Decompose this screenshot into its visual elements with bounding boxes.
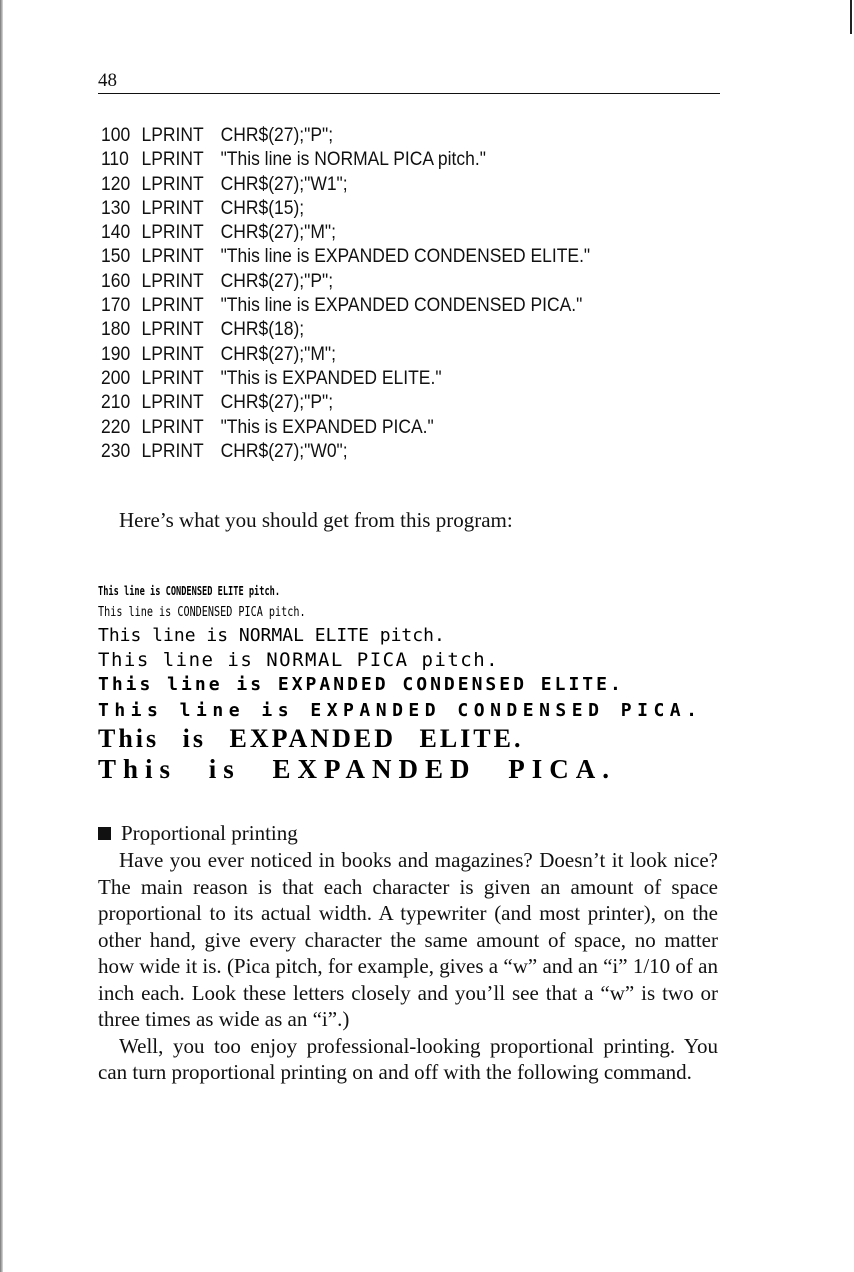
argument: CHR$(27);"M"; xyxy=(220,343,336,365)
argument: "This is EXPANDED PICA." xyxy=(220,416,434,438)
code-line xyxy=(101,294,590,318)
keyword: LPRINT xyxy=(141,295,204,317)
section-heading xyxy=(98,821,298,846)
code-listing xyxy=(101,124,633,464)
intro-text: Here’s what you should get from this program: xyxy=(119,508,513,532)
code-line xyxy=(101,318,590,342)
paragraph: Well, you too enjoy professional-looking proportional printing. You can turn proportional printing on and off with the following command. xyxy=(98,1033,718,1084)
argument: "This line is EXPANDED CONDENSED PICA." xyxy=(220,295,583,317)
keyword: LPRINT xyxy=(141,149,204,171)
section-heading-text: Proportional printing xyxy=(121,821,298,845)
line-number: 150 xyxy=(101,246,131,268)
argument: CHR$(27);"P"; xyxy=(220,125,334,146)
paragraph: Have you ever noticed in books and magazines? Doesn’t it look nice? The main reason is that each character is given an amount of space proportional to its actual width. A typewriter (and most printer), on the other hand, give every character the same amount of space, no matter how wide it is. (Pica pitch, for example, gives a “w” and an “i” 1/10 of an inch each. Look these letters closely and you’ll see that a “w” is two or three times as wide as an “i”.) xyxy=(98,848,718,1031)
code-line xyxy=(101,270,590,294)
sample-normal-pica: This line is NORMAL PICA pitch. xyxy=(98,649,500,671)
keyword: LPRINT xyxy=(141,319,204,341)
keyword: LPRINT xyxy=(141,392,204,414)
sample-expanded-elite: This is EXPANDED ELITE. xyxy=(98,724,524,753)
code-line xyxy=(101,245,590,269)
header-rule xyxy=(98,93,720,94)
keyword: LPRINT xyxy=(141,125,204,146)
scan-edge-right xyxy=(850,0,852,34)
line-number: 190 xyxy=(101,343,131,365)
code-line xyxy=(101,124,590,148)
print-samples xyxy=(98,580,702,784)
argument: CHR$(18); xyxy=(220,319,305,341)
sample-condensed-elite: This line is CONDENSED ELITE pitch. xyxy=(98,584,281,598)
sample-expanded-pica: This is EXPANDED PICA. xyxy=(98,754,617,784)
keyword: LPRINT xyxy=(141,367,204,389)
keyword: LPRINT xyxy=(141,197,204,219)
code-line xyxy=(101,221,590,245)
square-bullet-icon xyxy=(98,827,111,840)
code-line xyxy=(101,173,590,197)
argument: CHR$(27);"P"; xyxy=(220,392,334,414)
sample-expanded-condensed-pica: This line is EXPANDED CONDENSED PICA. xyxy=(98,700,703,721)
argument: CHR$(27);"W0"; xyxy=(220,440,348,462)
line-number: 130 xyxy=(101,197,131,219)
line-number: 170 xyxy=(101,295,131,317)
argument: CHR$(27);"M"; xyxy=(220,222,336,244)
sample-expanded-condensed-elite: This line is EXPANDED CONDENSED ELITE. xyxy=(98,674,624,695)
code-line xyxy=(101,148,590,172)
keyword: LPRINT xyxy=(141,222,204,244)
line-number: 230 xyxy=(101,440,131,462)
code-line xyxy=(101,391,590,415)
argument: CHR$(15); xyxy=(220,197,305,219)
code-line xyxy=(101,197,590,221)
line-number: 110 xyxy=(101,149,129,171)
keyword: LPRINT xyxy=(141,270,204,292)
keyword: LPRINT xyxy=(141,173,204,195)
argument: "This line is EXPANDED CONDENSED ELITE." xyxy=(220,246,591,268)
code-line xyxy=(101,416,590,440)
line-number: 180 xyxy=(101,319,131,341)
keyword: LPRINT xyxy=(141,246,204,268)
argument: "This line is NORMAL PICA pitch." xyxy=(220,149,486,171)
sample-condensed-pica: This line is CONDENSED PICA pitch. xyxy=(98,605,306,620)
keyword: LPRINT xyxy=(141,343,204,365)
sample-normal-elite: This line is NORMAL ELITE pitch. xyxy=(98,625,445,646)
page-number: 48 xyxy=(98,70,117,91)
line-number: 160 xyxy=(101,270,131,292)
code-line xyxy=(101,343,590,367)
body-text xyxy=(98,847,718,1086)
line-number: 220 xyxy=(101,416,131,438)
line-number: 140 xyxy=(101,222,131,244)
code-line xyxy=(101,367,590,391)
keyword: LPRINT xyxy=(141,416,204,438)
code-line xyxy=(101,440,590,464)
line-number: 200 xyxy=(101,367,131,389)
line-number: 120 xyxy=(101,173,131,195)
line-number: 210 xyxy=(101,392,131,414)
scan-edge xyxy=(0,0,3,1272)
keyword: LPRINT xyxy=(141,440,204,462)
argument: CHR$(27);"P"; xyxy=(220,270,334,292)
line-number: 100 xyxy=(101,125,131,146)
argument: "This is EXPANDED ELITE." xyxy=(220,367,442,389)
argument: CHR$(27);"W1"; xyxy=(220,173,348,195)
